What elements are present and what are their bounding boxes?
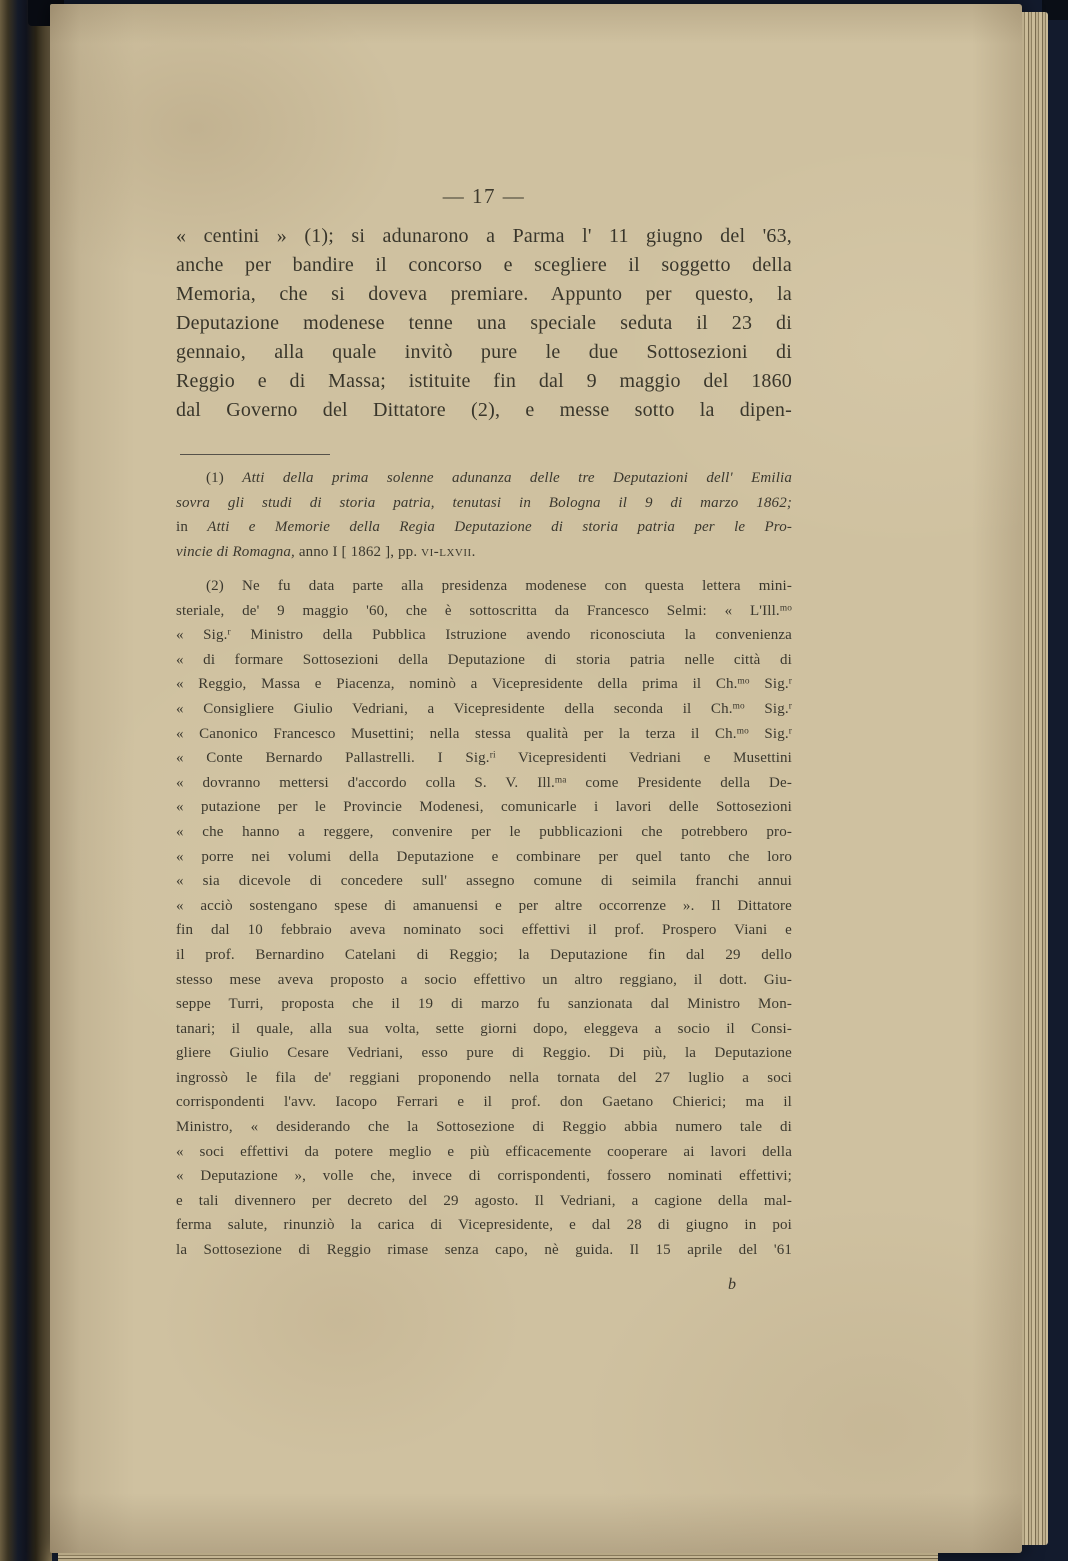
text-line: « sia dicevole di concedere sull' assegno comune di seimila franchi annui xyxy=(176,873,792,890)
text-line: vincie di Romagna, anno I [ 1862 ], pp. vi-lxvii. xyxy=(176,543,476,560)
book-page xyxy=(50,4,1022,1553)
text-line: « di formare Sottosezioni della Deputazione di storia patria nelle città di xyxy=(176,651,792,668)
text-line: fin dal 10 febbraio aveva nominato soci effettivi il prof. Prospero Viani e xyxy=(176,922,792,939)
footnote-separator xyxy=(180,454,330,455)
text-line: sovra gli studi di storia patria, tenutasi in Bologna il 9 di marzo 1862; xyxy=(176,494,792,511)
text-line: gennaio, alla quale invitò pure le due Sottosezioni di xyxy=(176,341,792,363)
page-edges-right xyxy=(1022,12,1048,1545)
text-line: (1) Atti della prima solenne adunanza delle tre Deputazioni dell' Emilia xyxy=(206,470,793,486)
text-line: « acciò sostengano spese di amanuensi e per altre occorrenze ». Il Dittatore xyxy=(176,897,792,914)
page-number: — 17 — xyxy=(442,184,526,208)
signature-mark: b xyxy=(728,1276,736,1293)
text-line: « Sig.$^r$ Ministro della Pubblica Istruzione avendo riconosciuta la convenienza xyxy=(176,627,792,644)
text-line: corrispondenti l'avv. Iacopo Ferrari e il prof. don Gaetano Chierici; ma il xyxy=(176,1094,792,1111)
text-line: il prof. Bernardino Catelani di Reggio; la Deputazione fin dal 29 dello xyxy=(176,946,792,963)
text-line: dal Governo del Dittatore (2), e messe sotto la dipen- xyxy=(176,399,792,421)
text-line: « porre nei volumi della Deputazione e combinare per quel tanto che loro xyxy=(176,848,792,865)
text-line: « Conte Bernardo Pallastrelli. I Sig.$^{ri}$ Vicepresidenti Vedriani e Musettini xyxy=(176,750,792,767)
text-line: Deputazione modenese tenne una speciale seduta il 23 di xyxy=(176,312,792,334)
text-line: « centini » (1); si adunarono a Parma l' 11 giugno del '63, xyxy=(176,225,792,247)
text-line: gliere Giulio Cesare Vedriani, esso pure di Reggio. Di più, la Deputazione xyxy=(176,1045,792,1062)
text-line: « Consigliere Giulio Vedriani, a Vicepresidente della seconda il Ch.$^{mo}$ Sig.$^r$ xyxy=(176,700,792,717)
text-line: « Canonico Francesco Musettini; nella stessa qualità per la terza il Ch.$^{mo}$ Sig.$^r$ xyxy=(176,725,792,742)
text-line: tanari; il quale, alla sua volta, sette giorni dopo, eleggeva a socio il Consi- xyxy=(176,1020,792,1037)
text-line: « Deputazione », volle che, invece di corrispondenti, fossero nominati effettivi; xyxy=(176,1168,792,1185)
text-line: ingrossò le fila de' reggiani proponendo nella tornata del 27 luglio a soci xyxy=(176,1069,792,1086)
text-line: Ministro, « desiderando che la Sottosezione di Reggio abbia numero tale di xyxy=(176,1119,792,1136)
text-line: ferma salute, rinunziò la carica di Vicepresidente, e dal 28 di giugno in poi xyxy=(176,1217,792,1234)
footnote-1 xyxy=(176,466,792,564)
text-line: e tali divennero per decreto del 29 agosto. Il Vedriani, a cagione della mal- xyxy=(176,1192,792,1209)
text-line: Reggio e di Massa; istituite fin dal 9 maggio del 1860 xyxy=(176,370,792,392)
text-line: « soci effettivi da potere meglio e più efficacemente cooperare ai lavori della xyxy=(176,1143,792,1160)
text-line: in Atti e Memorie della Regia Deputazione di storia patria per le Pro- xyxy=(176,519,792,536)
text-line: seppe Turri, proposta che il 19 di marzo fu sanzionata dal Ministro Mon- xyxy=(176,996,792,1013)
page-edges-bottom xyxy=(58,1553,938,1561)
text-line: « che hanno a reggere, convenire per le pubblicazioni che potrebbero pro- xyxy=(176,823,792,840)
book-spine xyxy=(0,0,52,1561)
text-line: anche per bandire il concorso e scegliere il soggetto della xyxy=(176,254,792,276)
text-line: Memoria, che si doveva premiare. Appunto per questo, la xyxy=(176,283,792,305)
text-line: « putazione per le Provincie Modenesi, comunicarle i lavori delle Sottosezioni xyxy=(176,799,792,816)
text-line: la Sottosezione di Reggio rimase senza capo, nè guida. Il 15 aprile del '61 xyxy=(176,1242,792,1259)
text-line: « Reggio, Massa e Piacenza, nominò a Vicepresidente della prima il Ch.$^{mo}$ Sig.$^r$ xyxy=(176,676,792,693)
footnote-2 xyxy=(176,574,792,1263)
text-line: stesso mese aveva proposto a socio effettivo un altro reggiano, il dott. Giu- xyxy=(176,971,792,988)
main-text xyxy=(176,222,792,425)
text-line: steriale, de' 9 maggio '60, che è sottoscritta da Francesco Selmi: « L'Ill.$^{mo}$ xyxy=(176,602,792,619)
text-line: « dovranno mettersi d'accordo colla S. V. Ill.$^{ma}$ come Presidente della De- xyxy=(176,774,792,791)
text-line: (2) Ne fu data parte alla presidenza modenese con questa lettera mini- xyxy=(206,578,792,594)
